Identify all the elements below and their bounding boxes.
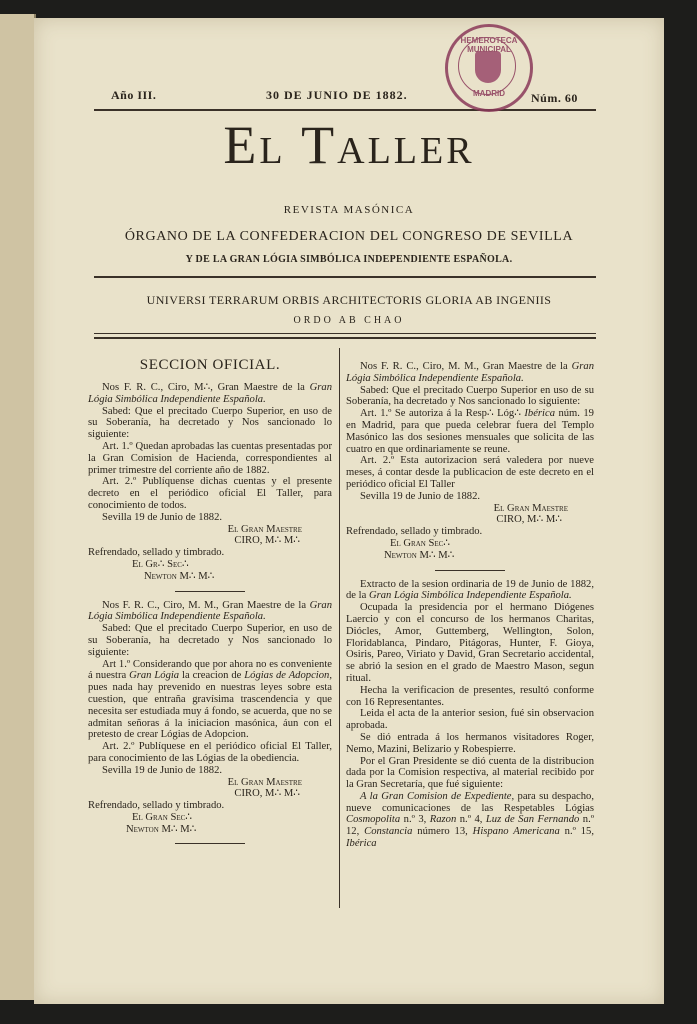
right-column (346, 361, 594, 850)
decree-art2: Art. 2.º Esta autorizacion será valedera por nueve meses, á contar desde la publicacion de este decreto en el periódico oficial El Taller (346, 455, 594, 490)
library-stamp (445, 24, 533, 112)
countersign-note: Refrendado, sellado y timbrado. (88, 547, 225, 559)
stamp-shield-icon (475, 51, 501, 83)
masthead-motto-2: ORDO AB CHAO (293, 315, 405, 326)
decree-place: Sevilla 19 de Junio de 1882. (102, 764, 223, 776)
header-rule (94, 109, 596, 111)
extract-heading: Extracto de la sesion ordinaria de 19 de Junio de 1882, de la Gran Lógia Simbólica Independiente Española. (346, 578, 594, 602)
masthead-organ: ÓRGANO DE LA CONFEDERACION DEL CONGRESO DE SEVILLA (124, 229, 574, 244)
separator (175, 843, 245, 844)
signature-title: El Gran Maestre (227, 523, 302, 535)
decree-place: Sevilla 19 de Junio de 1882. (102, 511, 223, 523)
extract-paragraph: Ocupada la presidencia por el hermano Diógenes Laercio y con el concurso de los hermanos Charitas, Diócles, Amor, Guttemberg, Wellington, Solon, Floridablanca, Pindaro, Pitágoras, Hunter, F. Gioya, Osiris, Pareo, Viriato y David, Gran Secretario accidental, se abrió la sesion en el grado de Maestro Mason, segun ritual. (346, 602, 594, 684)
decree-sabed: Sabed: Que el precitado Cuerpo Superior en uso de su Soberanía, ha decretado y Nos sancionado lo siguiente: (346, 384, 594, 408)
signature-name: CIRO, M∴ M∴ (234, 535, 300, 547)
extract-paragraph: Leida el acta de la anterior sesion, fué sin observacion aprobada. (346, 708, 594, 732)
extract-paragraph: Hecha la verificacion de presentes, resultó conforme con 16 Representantes. (346, 684, 594, 708)
decree-art1: Art. 1.º Quedan aprobadas las cuentas presentadas por la Gran Comision de Hacienda, correspondientes al primer trimestre del corriente año de 1882. (88, 440, 332, 476)
separator (175, 591, 245, 592)
masthead-motto: UNIVERSI TERRARUM ORBIS ARCHITECTORIS GLORIA AB INGENIIS (146, 293, 552, 307)
issue-number: Núm. 60 (531, 91, 578, 105)
decree-place: Sevilla 19 de Junio de 1882. (360, 490, 481, 502)
decree-2 (88, 600, 332, 836)
decree-sabed: Sabed: Que el precitado Cuerpo Superior, en uso de su Soberanía, ha decretado y Nos sancionado lo siguiente: (88, 405, 332, 441)
separator (435, 570, 505, 571)
left-column (88, 356, 332, 852)
decree-sabed: Sabed: Que el precitado Cuerpo Superior, en uso de su Soberanía, ha decretado y Nos sancionado lo siguiente: (88, 623, 332, 658)
session-extract (346, 579, 594, 850)
masthead-subtitle: REVISTA MASÓNICA (283, 204, 415, 216)
signature-name: CIRO, M∴ M∴ (496, 514, 562, 526)
issue-date: 30 DE JUNIO DE 1882. (266, 88, 408, 102)
section-title: SECCION OFICIAL. (139, 357, 281, 373)
extract-paragraph: A la Gran Comision de Expediente, para su despacho, nueve comunicaciones de las Respetables Lógias Cosmopolita n.º 3, Razon n.º 4, Luz de San Fernando n.º 12, Constancia número 13, Hispano Americana n.º 15, Ibérica (346, 790, 595, 850)
secretary-title: El Gran Sec∴ (390, 537, 451, 549)
extract-paragraph: Se dió entrada á los hermanos visitadores Roger, Nemo, Mazini, Belizario y Robespierre. (346, 731, 594, 755)
secretary-name: Newton M∴ M∴ (144, 570, 215, 582)
stamp-text-bottom: MADRID (473, 89, 505, 98)
secretary-title: El Gran Sec∴ (132, 811, 193, 823)
extract-paragraph: Por el Gran Presidente se dió cuenta de la distribucion dada por la Comision respectiva, al material recibido por la Gran Secretaría, que fué siguiente: (346, 755, 594, 791)
decree-art2: Art. 2.º Publíquense dichas cuentas y el presente decreto en el periódico oficial El Taller, para conocimiento de todos. (88, 476, 332, 511)
masthead-organ-2: Y DE LA GRAN LÓGIA SIMBÓLICA INDEPENDIENTE ESPAÑOLA. (185, 254, 513, 265)
secretary-name: Newton M∴ M∴ (126, 823, 197, 835)
countersign-note: Refrendado, sellado y timbrado. (88, 800, 225, 812)
masthead-title: El Taller (223, 115, 475, 175)
masthead-rule-3 (94, 337, 596, 339)
decree-intro: Nos F. R. C., Ciro, M. M., Gran Maestre de la Gran Lógia Simbólica Independiente Española. (88, 599, 333, 623)
signature-name: CIRO, M∴ M∴ (234, 788, 300, 800)
stamp-text-top: HEMEROTECA MUNICIPAL (460, 36, 518, 54)
secretary-name: Newton M∴ M∴ (384, 549, 455, 561)
decree-art1: Art. 1.º Se autoriza á la Resp∴ Lóg∴ Ibérica núm. 19 en Madrid, para que pueda celebrar fuera del Templo Masónico las dos sesiones mensuales que solicita de las cuatro en que ordinariamente se reune. (346, 408, 594, 455)
masthead-rule-2 (94, 333, 596, 334)
issue-year: Año III. (111, 88, 157, 102)
secretary-title: El Gr∴ Sec∴ (132, 558, 189, 570)
column-divider (339, 348, 340, 908)
decree-intro: Nos F. R. C., Ciro, M. M., Gran Maestre de la Gran Lógia Simbólica Independiente Española. (346, 361, 594, 384)
signature-title: El Gran Maestre (227, 776, 302, 788)
decree-art2: Art. 2.º Publíquese en el periódico oficial El Taller, para conocimiento de las Lógias de la obediencia. (88, 741, 332, 764)
decree-intro: Nos F. R. C., Ciro, M∴, Gran Maestre de la Gran Lógia Simbólica Independiente Española. (88, 382, 333, 405)
newspaper-page (34, 18, 664, 1004)
facing-page-edge (0, 14, 36, 1000)
decree-3 (346, 361, 594, 562)
decree-1 (88, 382, 332, 583)
signature-title: El Gran Maestre (493, 502, 568, 514)
decree-art1: Art 1.º Considerando que por ahora no es conveniente á nuestra Gran Lógia la creacion de Lógias de Adopcion, pues nada hay prevenido en nuestras leyes sobre esta cuestion, que entraña gravísima trascendencia y que necesita ser estudiada muy á fondo, se acuerda, que no se admitan señoras á la iniciacion masónica, áun con el pretesto de crear Lógias de Adopcion. (88, 658, 332, 741)
countersign-note: Refrendado, sellado y timbrado. (346, 526, 483, 538)
masthead-rule-1 (94, 276, 596, 278)
